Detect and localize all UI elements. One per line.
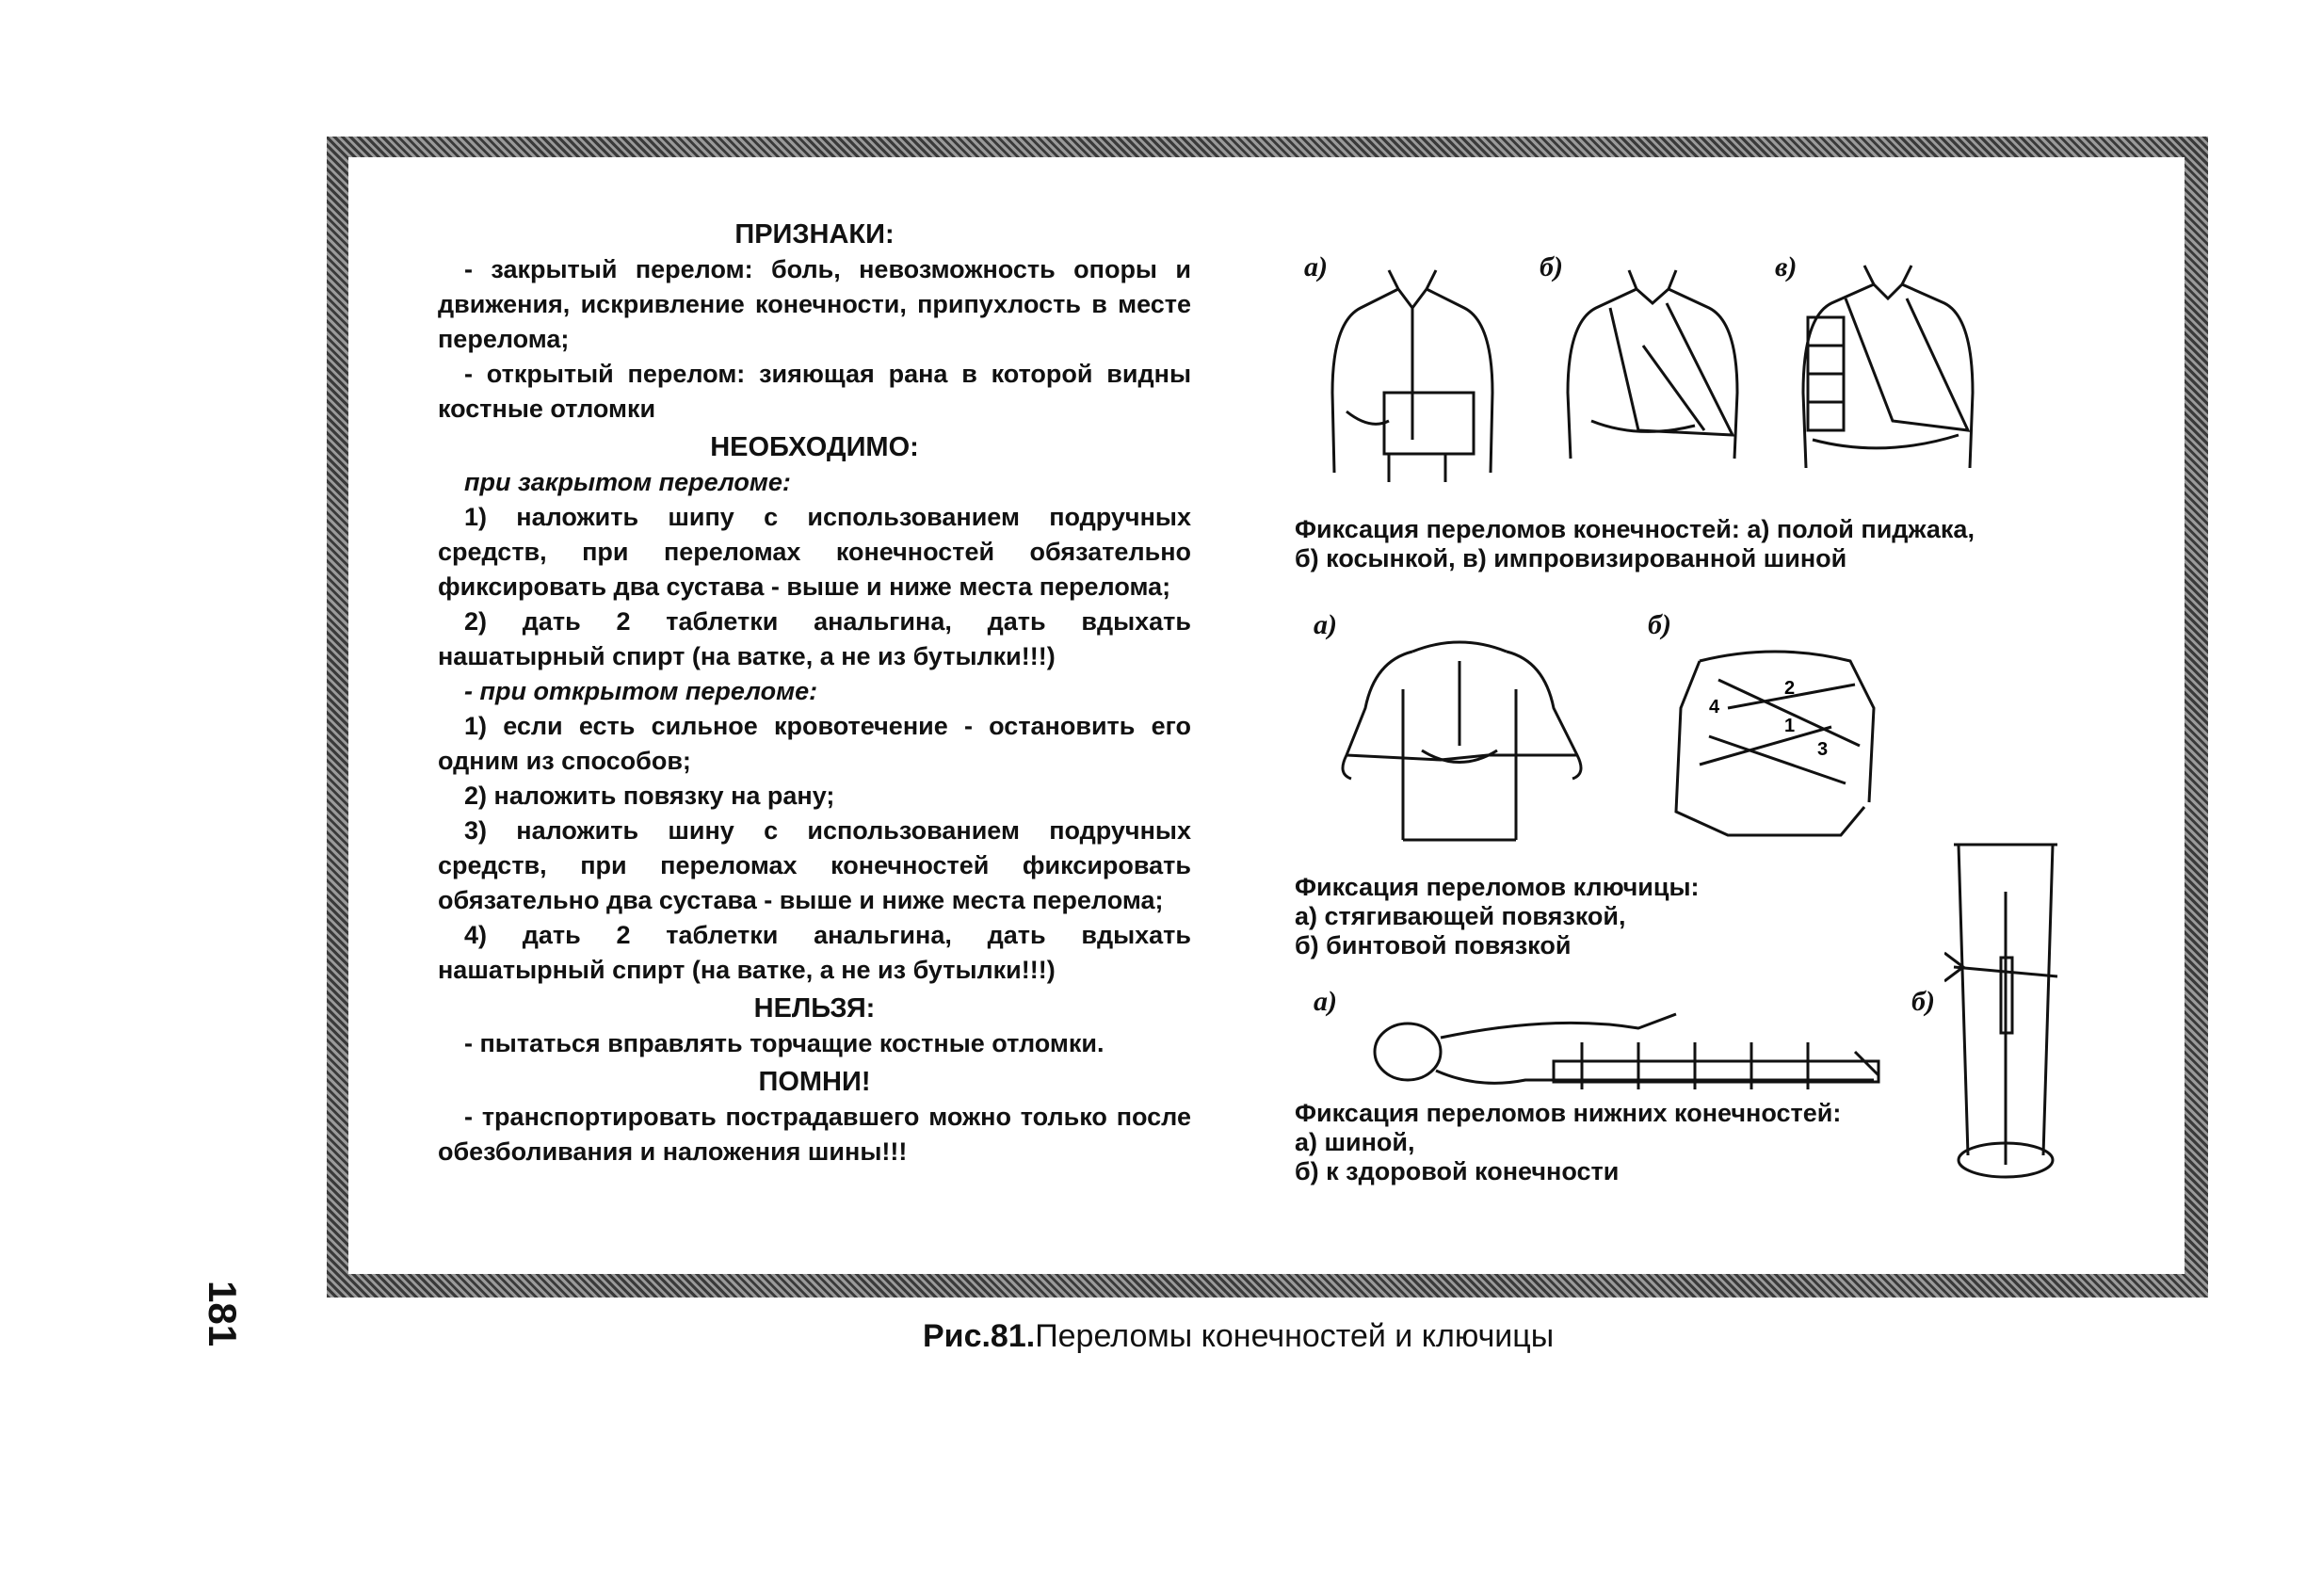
limbs-caption-rest: а) полой пиджака, [1739, 515, 1975, 543]
limbs-caption [1295, 515, 2180, 573]
limbs-caption-title: Фиксация переломов конечностей: [1295, 515, 1740, 543]
improvised-splint-illustration [1789, 242, 1987, 496]
splint-leg-illustration [1365, 986, 1893, 1118]
necessary-heading: НЕОБХОДИМО: [710, 432, 919, 462]
figure-caption [923, 1318, 1554, 1355]
spiral-bandage-illustration [1643, 623, 1907, 859]
bandage-number-2: 2 [1784, 678, 1796, 699]
content-panel [348, 157, 2185, 1274]
open-step-1: 1) если есть сильное кровотечение - остановить его одним из способов; [438, 712, 1191, 775]
tightening-bandage-illustration [1328, 623, 1601, 859]
clavicle-caption-title: Фиксация переломов ключицы: [1295, 873, 1700, 901]
limbs-caption-line2: б) косынкой, в) импровизированной шиной [1295, 544, 1847, 572]
jacket-fixation-illustration [1323, 251, 1502, 496]
remember-item: - транспортировать пострадавшего можно только после обезболивания и наложения шины!!! [438, 1103, 1191, 1166]
clavicle-label-a: а) [1314, 609, 1337, 640]
lower-label-b: б) [1911, 986, 1935, 1017]
closed-step-2: 2) дать 2 таблетки анальгина, дать вдыхать нашатырный спирт (на ватке, а не из бутылки!!!) [438, 607, 1191, 670]
sign-open: - открытый перелом: зияющая рана в которой видны костные отломки [438, 360, 1191, 423]
clavicle-caption-line3: б) бинтовой повязкой [1295, 931, 1572, 959]
limb-label-c: в) [1775, 251, 1798, 282]
open-subheading: - при открытом переломе: [464, 677, 818, 705]
lower-caption-title: Фиксация переломов нижних конечностей: [1295, 1099, 1842, 1127]
closed-subheading: при закрытом переломе: [464, 468, 791, 496]
sling-fixation-illustration [1554, 251, 1751, 496]
open-step-3: 3) наложить шину с использованием подручных средств, при переломах конечностей фиксировать обязательно два сустава - выше и ниже места перелома; [438, 816, 1191, 914]
sign-closed: - закрытый перелом: боль, невозможность опоры и движения, искривление конечности, припухлость в месте перелома; [438, 255, 1191, 353]
clavicle-caption-line2: а) стягивающей повязкой, [1295, 902, 1626, 930]
bandage-number-3: 3 [1817, 739, 1829, 760]
closed-step-1: 1) наложить шипу с использованием подручных средств, при переломах конечностей обязательно фиксировать два сустава - выше и ниже места перелома; [438, 503, 1191, 601]
open-step-4: 4) дать 2 таблетки анальгина, дать вдыхать нашатырный спирт (на ватке, а не из бутылки!!!) [438, 921, 1191, 984]
limb-label-a: а) [1304, 251, 1328, 282]
open-step-2: 2) наложить повязку на рану; [464, 782, 835, 810]
signs-heading: ПРИЗНАКИ: [734, 219, 895, 250]
lower-label-a: а) [1314, 986, 1337, 1017]
limb-label-b: б) [1540, 251, 1563, 282]
illustrations-column [1285, 157, 2180, 1274]
clavicle-caption [1295, 873, 1860, 960]
lower-caption-line3: б) к здоровой конечности [1295, 1157, 1620, 1185]
forbidden-heading: НЕЛЬЗЯ: [753, 993, 876, 1024]
lower-caption [1295, 1099, 1935, 1186]
bandage-number-4: 4 [1709, 697, 1720, 717]
figure-caption-text: Переломы конечностей и ключицы [1035, 1318, 1555, 1354]
forbidden-item: - пытаться вправлять торчащие костные отломки. [464, 1029, 1105, 1057]
clavicle-label-b: б) [1648, 609, 1671, 640]
lower-caption-line2: а) шиной, [1295, 1128, 1415, 1156]
tied-legs-illustration [1944, 835, 2067, 1184]
instructions-column [438, 214, 1191, 1169]
figure-caption-number: Рис.81. [923, 1318, 1036, 1354]
page-number: 181 [201, 1281, 245, 1347]
remember-heading: ПОМНИ! [758, 1067, 871, 1097]
bandage-number-1: 1 [1784, 716, 1796, 736]
